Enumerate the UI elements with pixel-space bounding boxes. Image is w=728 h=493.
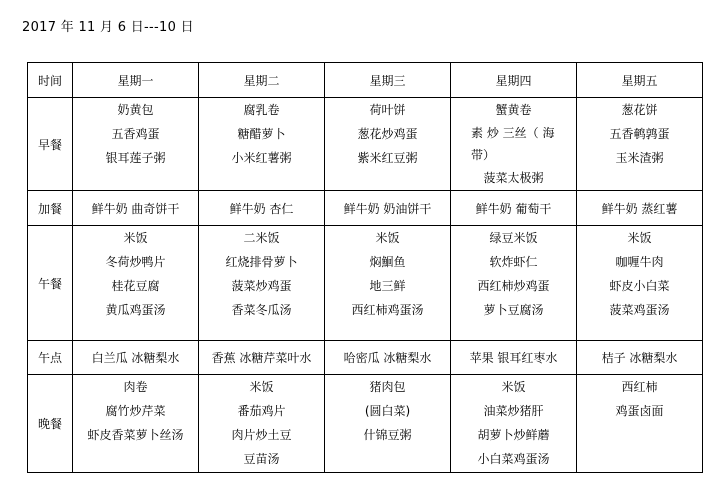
- dish: 菠菜炒鸡蛋: [231, 279, 292, 293]
- dish: 米饭: [249, 380, 274, 394]
- row-label-snack-am: 加餐: [28, 191, 73, 226]
- dish: 西红柿: [621, 380, 658, 394]
- dinner-tuesday: [199, 375, 325, 473]
- dish: 葱花饼: [621, 103, 658, 117]
- weekly-menu-table: [27, 62, 703, 473]
- snack-am-friday: 鲜牛奶 蒸红薯: [577, 191, 703, 226]
- dish: 豆苗汤: [243, 452, 280, 466]
- header-monday: 星期一: [73, 63, 199, 98]
- dish: 香菜冬瓜汤: [231, 303, 292, 317]
- lunch-thursday: [451, 226, 577, 341]
- dish: 小白菜鸡蛋汤: [477, 452, 550, 466]
- dish: 虾皮香菜萝卜丝汤: [87, 428, 184, 442]
- snack-pm-wednesday: 哈密瓜 冰糖梨水: [325, 341, 451, 375]
- row-label-snack-pm: 午点: [28, 341, 73, 375]
- dish: 焖鮰鱼: [369, 255, 406, 269]
- dish: 腐乳卷: [243, 103, 280, 117]
- snack-pm-thursday: 苹果 银耳红枣水: [451, 341, 577, 375]
- dish: 什锦豆粥: [363, 428, 412, 442]
- dish: 素 炒 三丝（ 海带）: [471, 126, 555, 162]
- dish: 紫米红豆粥: [357, 151, 418, 165]
- dish: 萝卜豆腐汤: [483, 303, 544, 317]
- dish: 软炸虾仁: [489, 255, 538, 269]
- dish: 奶黄包: [117, 103, 154, 117]
- row-label-lunch: 午餐: [28, 226, 73, 341]
- dish: (圆白菜): [364, 404, 411, 418]
- dish: 糖醋萝卜: [237, 127, 286, 141]
- dish: 冬荷炒鸭片: [105, 255, 166, 269]
- dish: 五香鹌鹑蛋: [609, 127, 670, 141]
- dinner-friday: [577, 375, 703, 473]
- dish: 肉片炒土豆: [231, 428, 292, 442]
- dish: 西红柿鸡蛋汤: [351, 303, 424, 317]
- header-thursday: 星期四: [451, 63, 577, 98]
- dish: 二米饭: [243, 231, 280, 245]
- dish: 红烧排骨萝卜: [225, 255, 298, 269]
- dish: 咖喱牛肉: [615, 255, 664, 269]
- dish: 绿豆米饭: [489, 231, 538, 245]
- lunch-friday: [577, 226, 703, 341]
- lunch-row: [28, 226, 703, 341]
- dish: 玉米渣粥: [615, 151, 664, 165]
- breakfast-wednesday: [325, 98, 451, 191]
- dish: 菠菜鸡蛋汤: [609, 303, 670, 317]
- dinner-wednesday: [325, 375, 451, 473]
- dish: 米饭: [627, 231, 652, 245]
- snack-pm-monday: 白兰瓜 冰糖梨水: [73, 341, 199, 375]
- dish: 黄瓜鸡蛋汤: [105, 303, 166, 317]
- snack-am-thursday: 鲜牛奶 葡萄干: [451, 191, 577, 226]
- dinner-row: [28, 375, 703, 473]
- dish: 荷叶饼: [369, 103, 406, 117]
- breakfast-monday: [73, 98, 199, 191]
- dish: 菠菜太极粥: [483, 171, 544, 185]
- header-row: [28, 63, 703, 98]
- dish: 葱花炒鸡蛋: [357, 127, 418, 141]
- lunch-monday: [73, 226, 199, 341]
- dish: 米饭: [501, 380, 526, 394]
- breakfast-thursday: [451, 98, 577, 191]
- dinner-monday: [73, 375, 199, 473]
- dish: 虾皮小白菜: [609, 279, 670, 293]
- header-wednesday: 星期三: [325, 63, 451, 98]
- dish: 肉卷: [123, 380, 148, 394]
- dish: 银耳莲子粥: [105, 151, 166, 165]
- snack-am-wednesday: 鲜牛奶 奶油饼干: [325, 191, 451, 226]
- snack-am-tuesday: 鲜牛奶 杏仁: [199, 191, 325, 226]
- dish: 西红柿炒鸡蛋: [477, 279, 550, 293]
- snack-am-monday: 鲜牛奶 曲奇饼干: [73, 191, 199, 226]
- dish: 番茄鸡片: [237, 404, 286, 418]
- dish: 油菜炒猪肝: [483, 404, 544, 418]
- dish: 蟹黄卷: [495, 103, 532, 117]
- snack-am-row: [28, 191, 703, 226]
- lunch-wednesday: [325, 226, 451, 341]
- dish: 米饭: [375, 231, 400, 245]
- dish: 胡萝卜炒鲜蘑: [477, 428, 550, 442]
- header-friday: 星期五: [577, 63, 703, 98]
- breakfast-tuesday: [199, 98, 325, 191]
- breakfast-row: [28, 98, 703, 191]
- dish: 腐竹炒芹菜: [105, 404, 166, 418]
- page-title: 2017 年 11 月 6 日---10 日: [22, 20, 194, 35]
- snack-pm-row: [28, 341, 703, 375]
- snack-pm-friday: 桔子 冰糖梨水: [577, 341, 703, 375]
- dish: 桂花豆腐: [111, 279, 160, 293]
- snack-pm-tuesday: 香蕉 冰糖芹菜叶水: [199, 341, 325, 375]
- header-tuesday: 星期二: [199, 63, 325, 98]
- dinner-thursday: [451, 375, 577, 473]
- dish: 地三鲜: [369, 279, 406, 293]
- row-label-dinner: 晚餐: [28, 375, 73, 473]
- dish: 五香鸡蛋: [111, 127, 160, 141]
- dish: 猪肉包: [369, 380, 406, 394]
- dish: 鸡蛋卤面: [615, 404, 664, 418]
- dish: 米饭: [123, 231, 148, 245]
- row-label-breakfast: 早餐: [28, 98, 73, 191]
- dish: 小米红薯粥: [231, 151, 292, 165]
- lunch-tuesday: [199, 226, 325, 341]
- header-time: 时间: [28, 63, 73, 98]
- breakfast-friday: [577, 98, 703, 191]
